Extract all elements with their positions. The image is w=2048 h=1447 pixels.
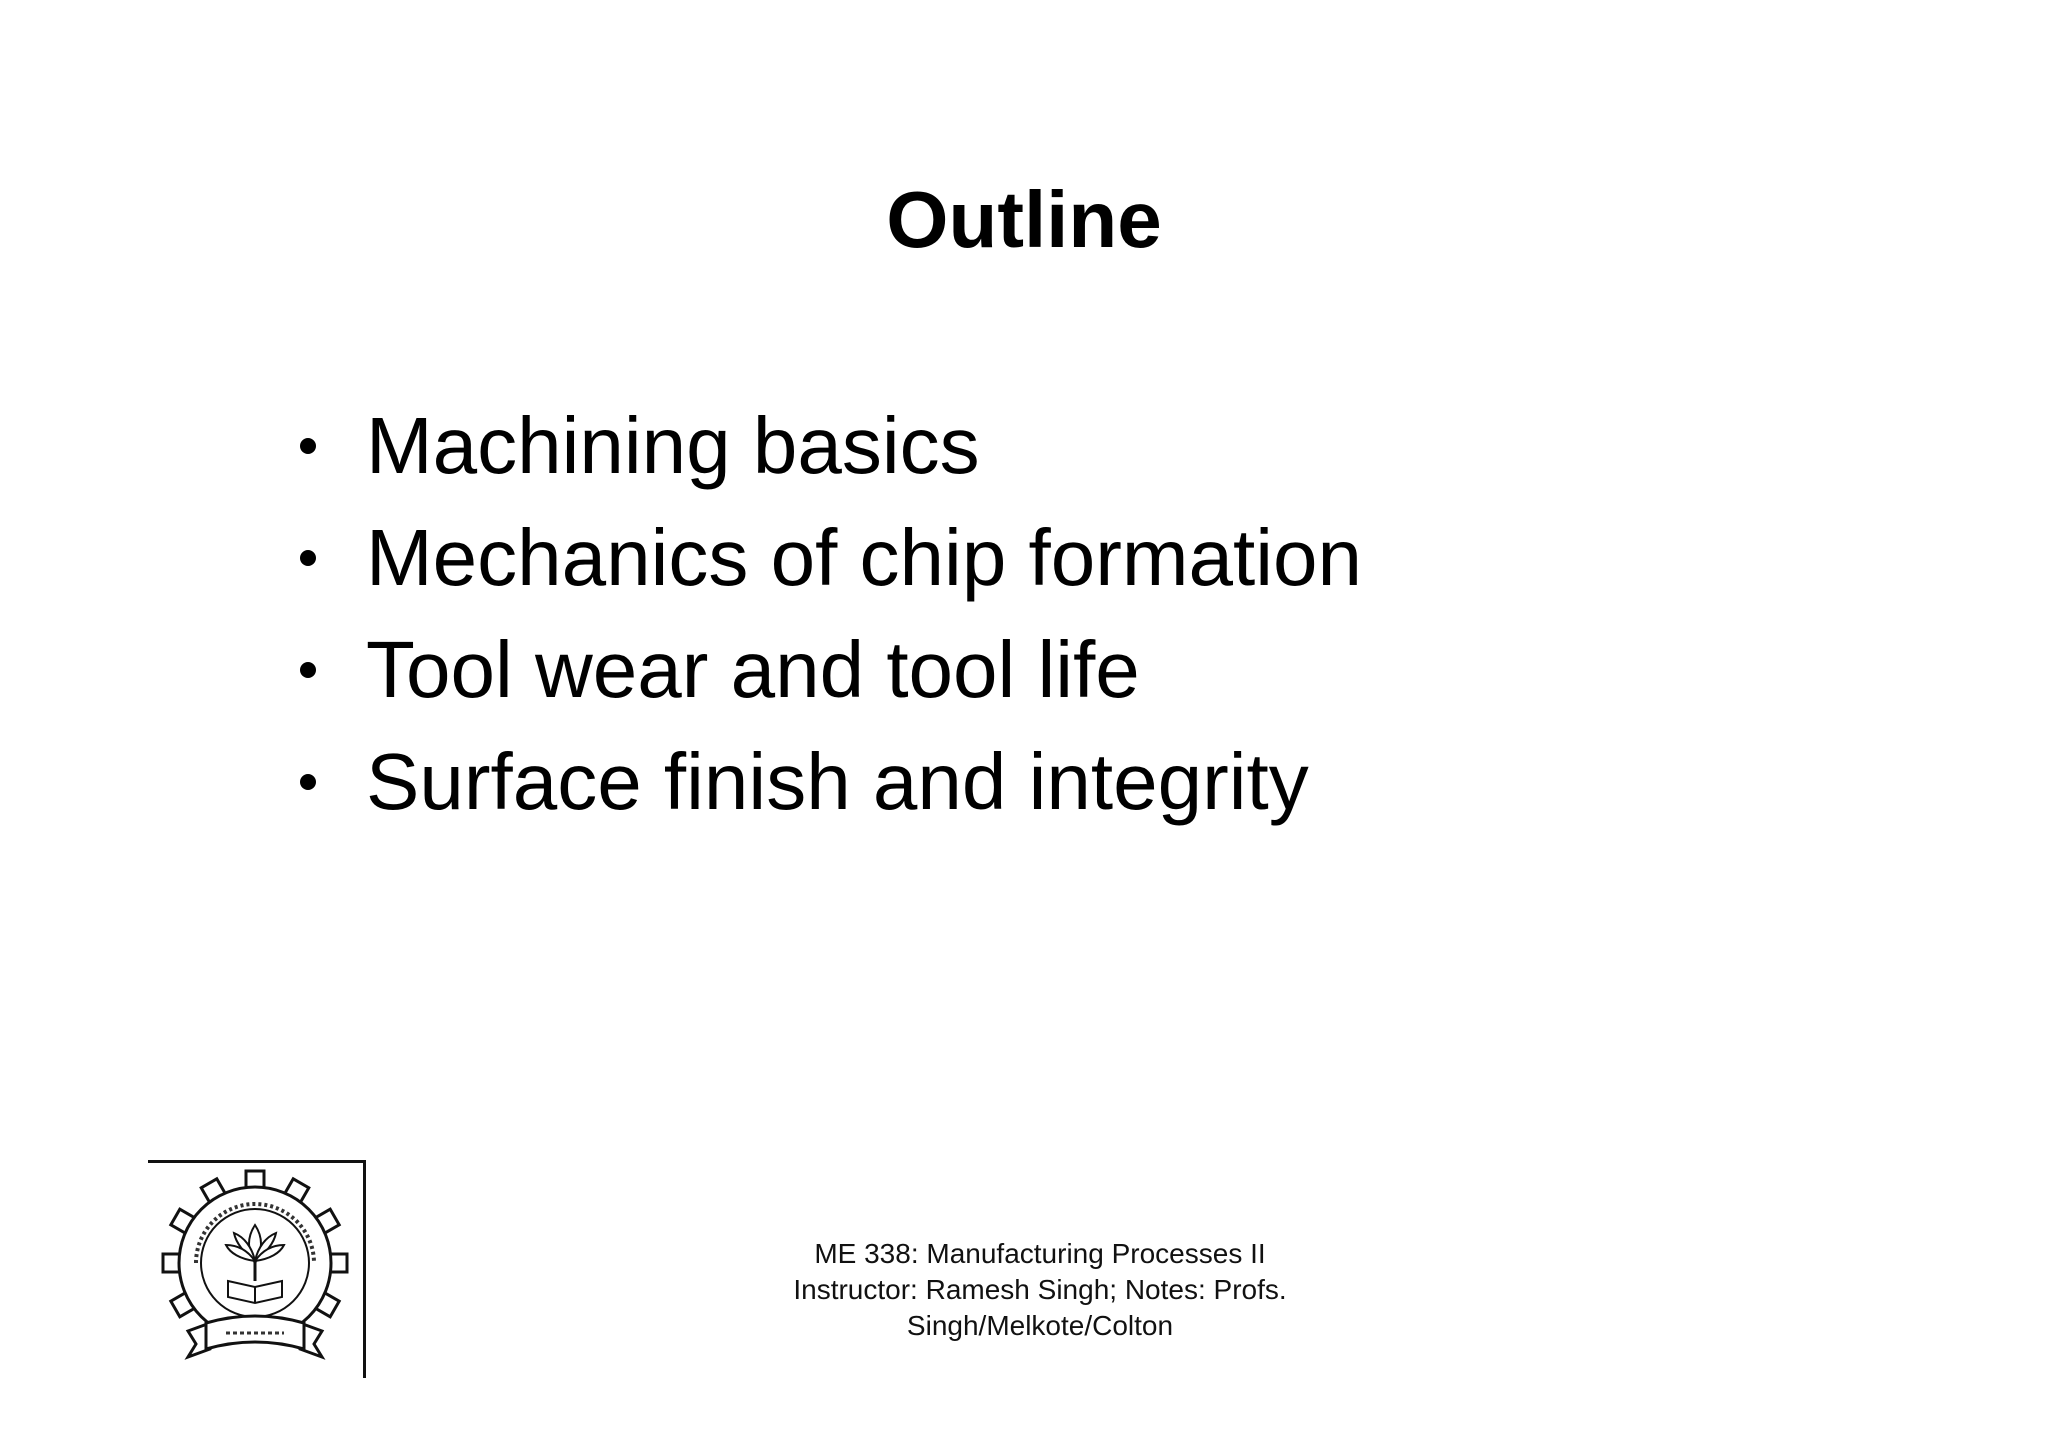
outline-item-tool-wear (290, 614, 1362, 726)
slide-footer (740, 1236, 1340, 1344)
outline-list (290, 390, 1362, 838)
outline-item-text: Tool wear and tool life (366, 625, 1140, 714)
institute-logo (148, 1160, 366, 1378)
outline-item-text: Mechanics of chip formation (366, 513, 1363, 602)
bullet-icon (300, 438, 316, 454)
slide-title: Outline (886, 175, 1162, 264)
bullet-icon (300, 774, 316, 790)
outline-item-text: Machining basics (366, 401, 980, 490)
iit-bombay-emblem-icon (148, 1163, 363, 1378)
bullet-icon (300, 662, 316, 678)
outline-item-surface-finish (290, 726, 1362, 838)
outline-item-machining-basics (290, 390, 1362, 502)
outline-item-chip-formation (290, 502, 1362, 614)
footer-authors: Singh/Melkote/Colton (906, 1310, 1174, 1341)
outline-item-text: Surface finish and integrity (366, 737, 1309, 826)
bullet-icon (300, 550, 316, 566)
footer-course: ME 338: Manufacturing Processes II (814, 1238, 1266, 1269)
footer-instructor: Instructor: Ramesh Singh; Notes: Profs. (793, 1274, 1287, 1305)
